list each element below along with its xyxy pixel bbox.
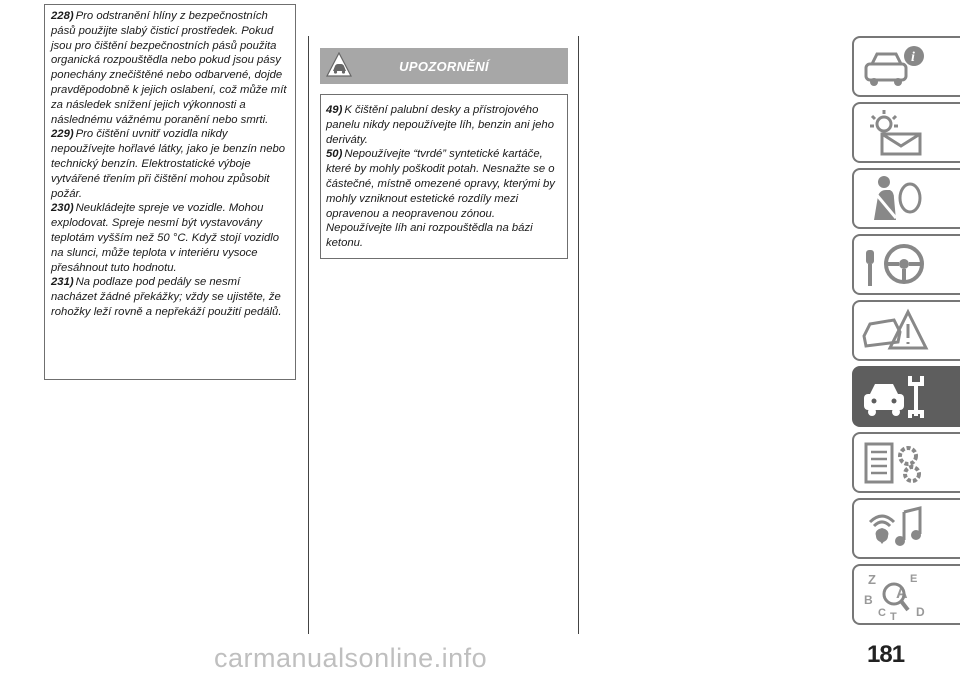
car-wrench-icon [860,372,930,422]
spec-sheet-gears-icon [860,438,930,488]
tab-maintenance[interactable] [852,366,960,427]
alphabetical-index-icon [860,570,930,620]
note-number: 228) [51,10,74,22]
note-number: 50) [326,148,343,161]
svg-text:i: i [911,50,915,65]
note-text: Neukládejte spreje ve vozidle. Mohou explodovat. Spreje nesmí být vystavovány teplotám vyšším než 50 °C. Když stojí vozidlo na slunci, může teplota v interiéru vysoce přesáhnout tuto hodnotu. [51,202,280,274]
note-49 [326,103,562,147]
note-50 [326,147,562,251]
tab-car-info[interactable] [852,36,960,97]
svg-text:E: E [910,573,918,585]
column-divider [578,36,579,634]
note-228 [51,9,289,127]
page-number: 181 [867,641,905,668]
svg-text:Z: Z [868,572,876,587]
note-231 [51,275,289,319]
svg-text:T: T [890,611,897,620]
warning-title: UPOZORNĚNÍ [399,59,489,74]
note-number: 230) [51,202,74,215]
svg-text:B: B [864,593,873,607]
note-text: K čištění palubní desky a přístrojového panelu nikdy nepoužívejte líh, benzin ani jeho deriváty. [326,104,554,146]
watermark: carmanualsonline.info [214,643,488,673]
tab-starting-driving[interactable] [852,234,960,295]
warning-lights-mail-icon [860,108,930,158]
note-text: Pro čištění uvnitř vozidla nikdy nepoužívejte hořlavé látky, jako je benzín nebo technický benzín. Elektrostatické výboje vytvářené třením při čištění mohou způsobit požár. [51,128,286,200]
note-text: Na podlaze pod pedály se nesmí nacházet žádné překážky; vždy se ujistěte, že rohožky leží rovně a nepřekáží použití pedálů. [51,276,282,318]
tab-warning-lights[interactable] [852,102,960,163]
note-230 [51,201,289,275]
note-number: 49) [326,104,343,116]
tab-technical-data[interactable] [852,432,960,493]
warning-header [320,48,568,84]
key-steering-wheel-icon [860,240,930,290]
left-notes-box [44,4,296,380]
note-number: 231) [51,276,74,289]
tab-safety[interactable] [852,168,960,229]
tab-multimedia[interactable] [852,498,960,559]
seatbelt-airbag-icon [860,174,930,224]
svg-text:A: A [896,585,908,602]
note-number: 229) [51,128,74,141]
note-text: Pro odstranění hlíny z bezpečnostních pásů použijte slabý čisticí prostředek. Pokud jsou pro čištění bezpečnostních pásů použita organická rozpouštědla nebo pokud jsou pásy ponechány znečištěné nebo odbarvené, dojde pravděpodobně k jejich oslabení, což může mít za následek snížení jejich výkonnosti a následnému vážnému poranění nebo smrti. [51,10,287,126]
car-crash-warning-icon [860,306,930,356]
svg-text:D: D [916,605,925,619]
warning-notes-box [320,94,568,259]
tab-index[interactable] [852,564,960,625]
multimedia-music-icon [860,504,930,554]
note-text: Nepoužívejte “tvrdé” syntetické kartáče, které by mohly poškodit potah. Nesnažte se o částečné, místně omezené opravy, kterými by mohly vzniknout estetické rozdíly mezi opravenou a neopravenou zónou. Nepoužívejte líh ani rozpouštědla na bázi ketonu. [326,148,555,250]
tab-emergency[interactable] [852,300,960,361]
car-info-icon [860,42,930,92]
note-229 [51,127,289,201]
column-divider [308,36,309,634]
svg-text:C: C [878,607,886,619]
